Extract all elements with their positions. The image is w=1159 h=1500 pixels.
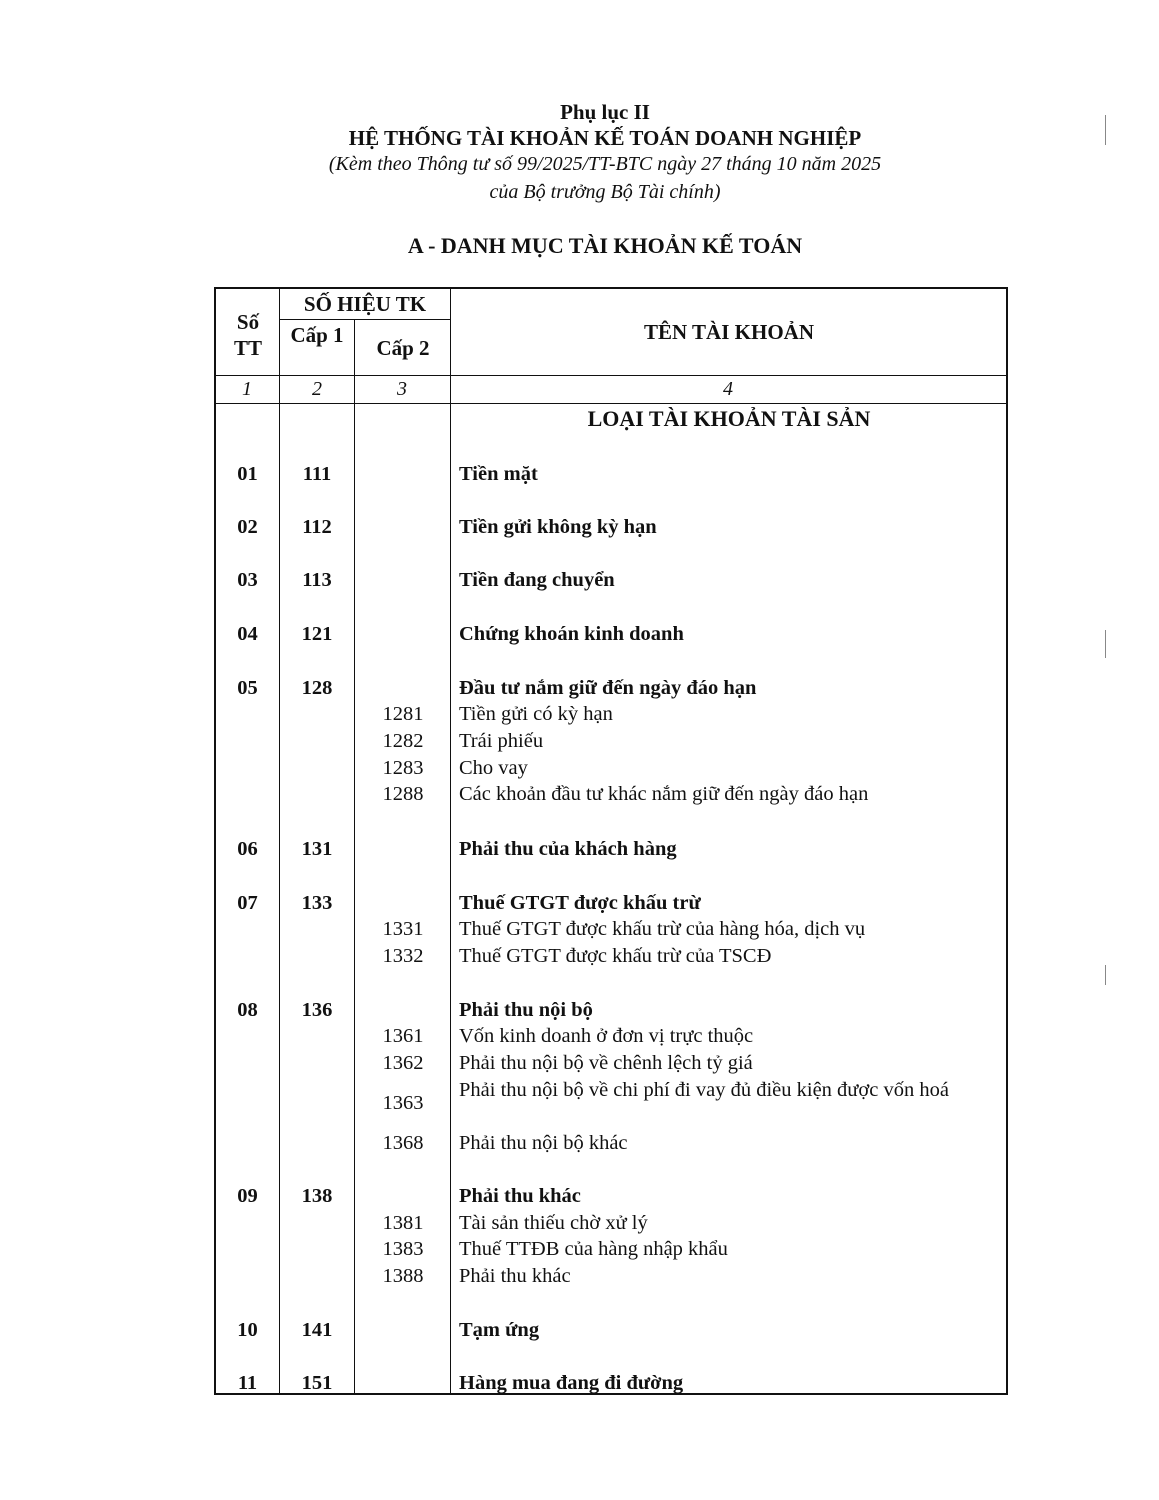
table-row xyxy=(216,701,1006,727)
row-account-name: Đầu tư nắm giữ đến ngày đáo hạn xyxy=(459,677,757,699)
table-row xyxy=(216,675,1006,701)
row-account-name: Hàng mua đang đi đường xyxy=(459,1372,684,1394)
row-account-name: Tạm ứng xyxy=(459,1319,540,1341)
table-row xyxy=(216,461,1006,487)
table-row xyxy=(216,621,1006,647)
row-level-2: 1283 xyxy=(382,757,424,779)
row-account-name: Cho vay xyxy=(459,757,528,779)
row-stt: 11 xyxy=(237,1372,258,1394)
row-account-name: Tiền gửi không kỳ hạn xyxy=(459,516,657,538)
column-number: 2 xyxy=(312,378,322,400)
scan-mark xyxy=(1105,965,1106,985)
table-row xyxy=(216,1023,1006,1049)
row-account-name: Tiền mặt xyxy=(459,463,538,485)
row-level-2: 1281 xyxy=(382,703,424,725)
appendix-label: Phụ lục II xyxy=(560,100,650,124)
row-level-2: 1332 xyxy=(382,945,424,967)
row-level-1: 113 xyxy=(302,569,332,591)
header-level-2: Cấp 2 xyxy=(376,336,430,360)
table-row xyxy=(216,1263,1006,1289)
row-account-name: Phải thu của khách hàng xyxy=(459,838,677,860)
scan-mark xyxy=(1105,630,1106,658)
row-level-2: 1381 xyxy=(382,1212,424,1234)
header-level-1: Cấp 1 xyxy=(290,323,344,347)
row-level-2: 1383 xyxy=(382,1238,424,1260)
row-account-name: Tiền gửi có kỳ hạn xyxy=(459,703,613,725)
table-row xyxy=(216,890,1006,916)
row-level-2: 1288 xyxy=(382,783,424,805)
row-account-name: Thuế TTĐB của hàng nhập khẩu xyxy=(459,1238,728,1260)
row-level-2: 1388 xyxy=(382,1265,424,1287)
reference-line-1: (Kèm theo Thông tư số 99/2025/TT-BTC ngày 27 tháng 10 năm 2025 xyxy=(328,153,882,175)
row-stt: 01 xyxy=(237,463,258,485)
row-level-1: 133 xyxy=(301,892,333,914)
row-stt: 10 xyxy=(237,1319,258,1341)
header-divider xyxy=(216,375,1006,376)
table-row xyxy=(216,1130,1006,1156)
table-row xyxy=(216,781,1006,807)
row-stt: 02 xyxy=(237,516,258,538)
header-account-code: SỐ HIỆU TK xyxy=(303,292,427,316)
row-account-name: Thuế GTGT được khấu trừ của hàng hóa, dịch vụ xyxy=(459,918,866,940)
header-stt: Số TT xyxy=(233,310,262,360)
table-row xyxy=(216,1210,1006,1236)
header-divider xyxy=(216,403,1006,404)
row-level-1: 136 xyxy=(301,999,333,1021)
row-account-name: Tiền đang chuyển xyxy=(459,569,615,591)
table-row xyxy=(216,514,1006,540)
row-account-name: Phải thu nội bộ khác xyxy=(459,1132,628,1154)
table-row xyxy=(216,1183,1006,1209)
column-number: 4 xyxy=(723,378,733,400)
row-account-name: Vốn kinh doanh ở đơn vị trực thuộc xyxy=(459,1025,754,1047)
row-level-1: 112 xyxy=(302,516,332,538)
row-account-name: Các khoản đầu tư khác nắm giữ đến ngày đáo hạn xyxy=(459,783,869,805)
row-stt: 03 xyxy=(237,569,258,591)
column-number: 3 xyxy=(397,378,407,400)
row-level-2: 1363 xyxy=(382,1092,424,1114)
row-level-2: 1368 xyxy=(382,1132,424,1154)
table-row xyxy=(216,943,1006,969)
accounts-table xyxy=(214,287,1008,1395)
row-level-2: 1362 xyxy=(382,1052,424,1074)
row-account-name: Phải thu khác xyxy=(459,1265,571,1287)
table-row xyxy=(216,997,1006,1023)
row-account-name: Phải thu nội bộ về chênh lệch tỷ giá xyxy=(459,1052,753,1074)
table-row xyxy=(216,567,1006,593)
row-level-2: 1361 xyxy=(382,1025,424,1047)
document-title: HỆ THỐNG TÀI KHOẢN KẾ TOÁN DOANH NGHIỆP xyxy=(348,126,862,150)
column-number: 1 xyxy=(242,378,252,400)
row-level-1: 141 xyxy=(301,1319,333,1341)
header-account-name: TÊN TÀI KHOẢN xyxy=(644,320,814,344)
row-level-1: 128 xyxy=(301,677,333,699)
row-stt: 08 xyxy=(237,999,258,1021)
scan-mark xyxy=(1105,115,1106,145)
table-row xyxy=(216,1317,1006,1343)
row-stt: 04 xyxy=(237,623,258,645)
row-account-name: Thuế GTGT được khấu trừ xyxy=(459,892,701,914)
row-level-1: 138 xyxy=(301,1185,333,1207)
section-title: A - DANH MỤC TÀI KHOẢN KẾ TOÁN xyxy=(407,233,803,258)
row-level-1: 111 xyxy=(302,463,332,485)
row-level-1: 121 xyxy=(301,623,333,645)
row-account-name: Phải thu nội bộ về chi phí đi vay đủ điều kiện được vốn hoá xyxy=(459,1079,949,1101)
header-divider xyxy=(279,319,450,320)
row-account-name: Phải thu khác xyxy=(459,1185,581,1207)
row-stt: 07 xyxy=(237,892,258,914)
row-account-name: Thuế GTGT được khấu trừ của TSCĐ xyxy=(459,945,772,967)
row-level-2: 1282 xyxy=(382,730,424,752)
row-account-name: Trái phiếu xyxy=(459,730,544,752)
table-row xyxy=(216,1370,1006,1396)
table-row xyxy=(216,728,1006,754)
reference-line-2: của Bộ trưởng Bộ Tài chính) xyxy=(489,181,721,203)
row-account-name: Phải thu nội bộ xyxy=(459,999,593,1021)
category-heading: LOẠI TÀI KHOẢN TÀI SẢN xyxy=(587,406,871,431)
row-stt: 09 xyxy=(237,1185,258,1207)
row-level-2: 1331 xyxy=(382,918,424,940)
table-row xyxy=(216,916,1006,942)
table-row xyxy=(216,755,1006,781)
table-row xyxy=(216,1236,1006,1262)
row-stt: 05 xyxy=(237,677,258,699)
table-row xyxy=(216,836,1006,862)
row-account-name: Chứng khoán kinh doanh xyxy=(459,623,684,645)
row-level-1: 131 xyxy=(301,838,333,860)
table-row xyxy=(216,1076,1006,1132)
row-level-1: 151 xyxy=(301,1372,333,1394)
row-stt: 06 xyxy=(237,838,258,860)
row-account-name: Tài sản thiếu chờ xử lý xyxy=(459,1212,648,1234)
table-row xyxy=(216,1050,1006,1076)
